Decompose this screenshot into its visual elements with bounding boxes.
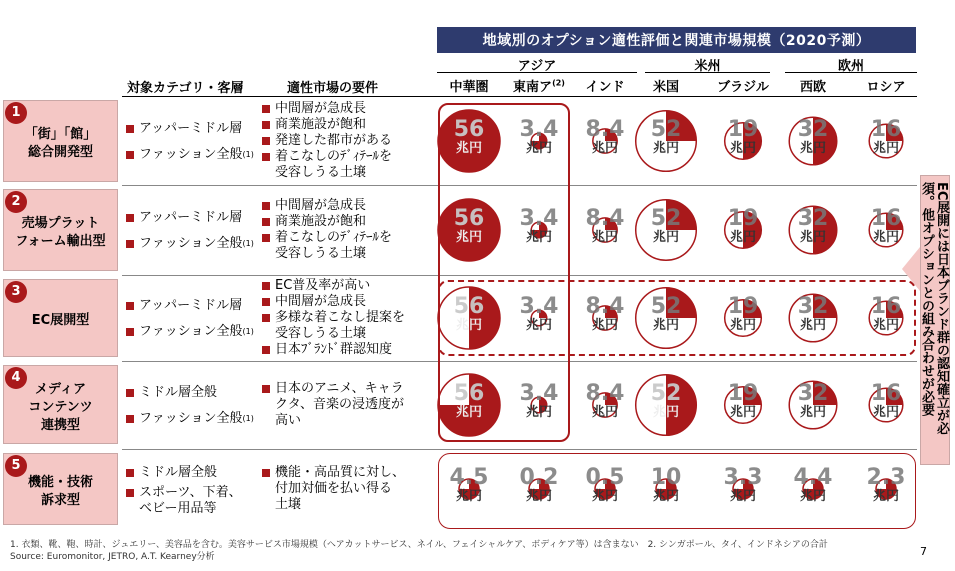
market-size-unit: 兆円 <box>872 318 899 333</box>
category-list <box>126 385 254 437</box>
market-size-value: 0.5 <box>585 465 625 490</box>
market-size-value: 52 <box>650 206 682 231</box>
bullet-square-icon <box>126 489 134 497</box>
requirement-item: 中間層が急成長 <box>262 101 392 117</box>
requirement-item: 着こなしのﾃﾞｨﾃｰﾙを <box>262 149 392 165</box>
market-size-unit: 兆円 <box>652 489 679 504</box>
requirement-list <box>262 278 405 358</box>
bullet-square-icon <box>262 469 270 477</box>
market-size-value: 19 <box>727 294 759 319</box>
market-size-value: 52 <box>650 117 682 142</box>
option-label: 「街」「館」 総合開発型 <box>24 127 97 160</box>
market-size-unit: 兆円 <box>872 230 899 245</box>
market-size-unit: 兆円 <box>652 318 679 333</box>
market-size-value: 32 <box>797 117 829 142</box>
market-size-value: 32 <box>797 380 829 406</box>
column-header: 中華圏 <box>449 80 489 95</box>
category-item: アッパーミドル層 <box>126 210 254 226</box>
column-header: ブラジル <box>717 80 769 95</box>
market-size-unit: 兆円 <box>652 141 679 156</box>
market-size-unit: 兆円 <box>799 141 826 156</box>
header-category: 対象カテゴリ・客層 <box>127 81 244 96</box>
column-header: 西欧 <box>799 80 826 95</box>
market-size-unit: 兆円 <box>799 489 826 504</box>
option-number-badge: 5 <box>5 455 27 477</box>
market-size-bubble <box>634 198 698 262</box>
market-size-value: 16 <box>870 206 902 231</box>
page-number: 7 <box>920 545 927 558</box>
column-header: 米国 <box>652 80 679 95</box>
market-size-bubble <box>573 373 637 437</box>
highlight-row5 <box>438 453 916 529</box>
requirement-item: 中間層が急成長 <box>262 198 392 214</box>
bullet-square-icon <box>126 328 134 336</box>
bullet-square-icon <box>126 415 134 423</box>
requirement-item: 受容しうる土壌 <box>275 246 367 261</box>
market-size-value: 4.4 <box>793 465 833 490</box>
market-size-unit: 兆円 <box>729 230 756 245</box>
option-label-box <box>3 100 118 182</box>
bullet-square-icon <box>126 214 134 222</box>
market-size-unit: 兆円 <box>729 141 756 156</box>
market-size-unit: 兆円 <box>591 489 618 504</box>
bullet-square-icon <box>126 125 134 133</box>
category-item: ファッション全般 (1) <box>126 147 254 163</box>
bullet-square-icon <box>262 282 270 290</box>
category-list <box>126 210 254 262</box>
category-list <box>126 121 254 173</box>
column-header: インド <box>585 80 625 95</box>
market-size-value: 16 <box>870 294 902 319</box>
market-size-value: 10 <box>650 465 682 490</box>
header-requirements: 適性市場の要件 <box>287 81 379 96</box>
requirement-item: EC普及率が高い <box>262 278 405 294</box>
bullet-square-icon <box>126 389 134 397</box>
category-list <box>126 298 254 350</box>
bullet-square-icon <box>262 105 270 113</box>
bullet-square-icon <box>262 314 270 322</box>
market-size-unit: 兆円 <box>525 489 552 504</box>
market-size-value: 4.5 <box>449 465 489 490</box>
market-size-value: 2.3 <box>866 465 906 490</box>
market-size-value: 32 <box>797 294 829 319</box>
market-size-value: 32 <box>797 206 829 231</box>
market-size-value: 3.4 <box>519 117 559 142</box>
option-number-badge: 4 <box>5 367 27 389</box>
column-header: ロシア <box>866 80 906 95</box>
market-size-unit: 兆円 <box>455 230 482 245</box>
market-size-unit: 兆円 <box>591 318 618 333</box>
market-size-value: 19 <box>727 380 759 406</box>
highlight-dashed <box>438 280 916 356</box>
slide-title: 地域別のオプション適性評価と関連市場規模（2020予測） <box>437 27 916 53</box>
bullet-square-icon <box>262 153 270 161</box>
option-label: 機能・技術 訴求型 <box>27 475 93 508</box>
market-size-bubble <box>781 109 845 173</box>
market-size-value: 8.4 <box>585 206 625 231</box>
requirement-item: 商業施設が飽和 <box>262 214 392 230</box>
market-size-bubble <box>854 109 918 173</box>
market-size-unit: 兆円 <box>872 489 899 504</box>
market-size-value: 52 <box>650 294 682 319</box>
requirement-item: 土壌 <box>275 497 302 512</box>
market-size-value: 8.4 <box>585 117 625 142</box>
market-size-unit: 兆円 <box>729 489 756 504</box>
category-item: ファッション全般 (1) <box>126 411 254 427</box>
requirement-item: クタ、音楽の浸透度が <box>275 396 404 412</box>
requirement-item: 付加対価を払い得る <box>275 481 393 496</box>
option-label: 売場プラット フォーム輸出型 <box>15 216 106 249</box>
bullet-square-icon <box>262 346 270 354</box>
market-size-unit: 兆円 <box>591 404 618 420</box>
requirement-item: 日本のアニメ、キャラ <box>262 381 404 397</box>
bullet-square-icon <box>126 240 134 248</box>
option-label: EC展開型 <box>31 313 90 328</box>
market-size-unit: 兆円 <box>455 141 482 156</box>
market-size-unit: 兆円 <box>652 404 679 420</box>
option-label-box <box>3 189 118 271</box>
market-size-value: 3.3 <box>723 465 763 490</box>
market-size-unit: 兆円 <box>872 141 899 156</box>
header-rule <box>122 96 917 97</box>
bullet-square-icon <box>262 202 270 210</box>
requirement-item: 受容しうる土壌 <box>275 165 367 180</box>
bullet-square-icon <box>262 385 270 393</box>
highlight-solid <box>438 103 570 442</box>
category-item: ミドル層全般 <box>126 465 242 481</box>
side-note: EC展開には日本ブランド群の認知確立が必須。他オプションとの組み合わせが必要 <box>920 175 950 465</box>
category-item: スポーツ、下着、 <box>126 485 242 501</box>
option-label-box <box>3 365 118 444</box>
region-europe: 欧州 <box>785 55 917 73</box>
column-header: 東南ア$^{(2)}$ <box>513 78 565 95</box>
category-item: アッパーミドル層 <box>126 298 254 314</box>
market-size-unit: 兆円 <box>525 141 552 156</box>
market-size-unit: 兆円 <box>799 318 826 333</box>
bullet-square-icon <box>262 218 270 226</box>
option-label-box <box>3 453 118 525</box>
market-size-value: 19 <box>727 206 759 231</box>
market-size-value: 0.2 <box>519 465 559 490</box>
option-number-badge: 3 <box>5 281 27 303</box>
market-size-bubble <box>854 373 918 437</box>
category-item: ファッション全般 (1) <box>126 236 254 252</box>
market-size-unit: 兆円 <box>455 318 482 333</box>
market-size-value: 56 <box>453 380 485 406</box>
requirement-list <box>262 381 404 429</box>
requirement-list <box>262 101 392 181</box>
market-size-value: 3.4 <box>519 380 559 406</box>
requirement-item: 日本ﾌﾞﾗﾝﾄﾞ群認知度 <box>262 342 405 358</box>
side-note-arrow <box>902 247 920 291</box>
row-separator <box>122 449 917 450</box>
option-label: メディア コンテンツ 連携型 <box>28 381 93 433</box>
market-size-unit: 兆円 <box>799 230 826 245</box>
market-size-value: 3.4 <box>519 294 559 319</box>
market-size-unit: 兆円 <box>652 230 679 245</box>
category-item: ファッション全般 (1) <box>126 324 254 340</box>
bullet-square-icon <box>126 151 134 159</box>
market-size-unit: 兆円 <box>525 230 552 245</box>
market-size-value: 16 <box>870 380 902 406</box>
market-size-unit: 兆円 <box>525 404 552 420</box>
requirement-item: 機能・高品質に対し、 <box>262 465 405 481</box>
region-americas: 米州 <box>645 55 770 73</box>
category-item: ベビー用品等 <box>139 501 217 516</box>
market-size-bubble <box>711 198 775 262</box>
market-size-value: 3.4 <box>519 206 559 231</box>
option-label-box <box>3 279 118 357</box>
requirement-item: 商業施設が飽和 <box>262 117 392 133</box>
market-size-unit: 兆円 <box>799 404 826 420</box>
market-size-unit: 兆円 <box>591 230 618 245</box>
market-size-bubble <box>634 373 698 437</box>
market-size-bubble <box>781 198 845 262</box>
market-size-value: 8.4 <box>585 380 625 406</box>
market-size-bubble <box>573 198 637 262</box>
market-size-bubble <box>573 109 637 173</box>
footnote: 1. 衣類、靴、鞄、時計、ジュエリー、美容品を含む。美容サービス市場規模（ヘアカットサービス、ネイル、フェイシャルケア、ボディケア等）は含まない 2. シンガポール、タイ、インドネシアの合計 <box>10 540 828 550</box>
requirement-item: 多様な着こなし提案を <box>262 310 405 326</box>
requirement-item: 着こなしのﾃﾞｨﾃｰﾙを <box>262 230 392 246</box>
requirement-item: 受容しうる土壌 <box>275 326 367 341</box>
option-number-badge: 1 <box>5 102 27 124</box>
market-size-bubble <box>711 109 775 173</box>
category-list <box>126 465 242 521</box>
requirement-list <box>262 198 392 262</box>
market-size-unit: 兆円 <box>872 404 899 420</box>
market-size-value: 56 <box>453 206 485 231</box>
market-size-bubble <box>634 109 698 173</box>
category-item: ミドル層全般 <box>126 385 254 401</box>
market-size-value: 56 <box>453 294 485 319</box>
option-number-badge: 2 <box>5 191 27 213</box>
requirement-item: 発達した都市がある <box>262 133 392 149</box>
market-size-value: 19 <box>727 117 759 142</box>
requirement-item: 中間層が急成長 <box>262 294 405 310</box>
market-size-unit: 兆円 <box>729 318 756 333</box>
market-size-unit: 兆円 <box>729 404 756 420</box>
region-asia: アジア <box>437 55 637 73</box>
source: Source: Euromonitor, JETRO, A.T. Kearney分析 <box>10 552 215 562</box>
market-size-value: 16 <box>870 117 902 142</box>
market-size-value: 8.4 <box>585 294 625 319</box>
bullet-square-icon <box>126 469 134 477</box>
bullet-square-icon <box>262 121 270 129</box>
bullet-square-icon <box>262 137 270 145</box>
market-size-value: 52 <box>650 380 682 406</box>
requirement-list <box>262 465 405 513</box>
market-size-unit: 兆円 <box>525 318 552 333</box>
market-size-bubble <box>711 373 775 437</box>
bullet-square-icon <box>262 298 270 306</box>
category-item: アッパーミドル層 <box>126 121 254 137</box>
market-size-bubble <box>781 373 845 437</box>
requirement-item: 高い <box>275 412 302 428</box>
bullet-square-icon <box>262 234 270 242</box>
market-size-unit: 兆円 <box>591 141 618 156</box>
bullet-square-icon <box>126 302 134 310</box>
market-size-unit: 兆円 <box>455 489 482 504</box>
market-size-unit: 兆円 <box>455 404 482 420</box>
market-size-value: 56 <box>453 117 485 142</box>
